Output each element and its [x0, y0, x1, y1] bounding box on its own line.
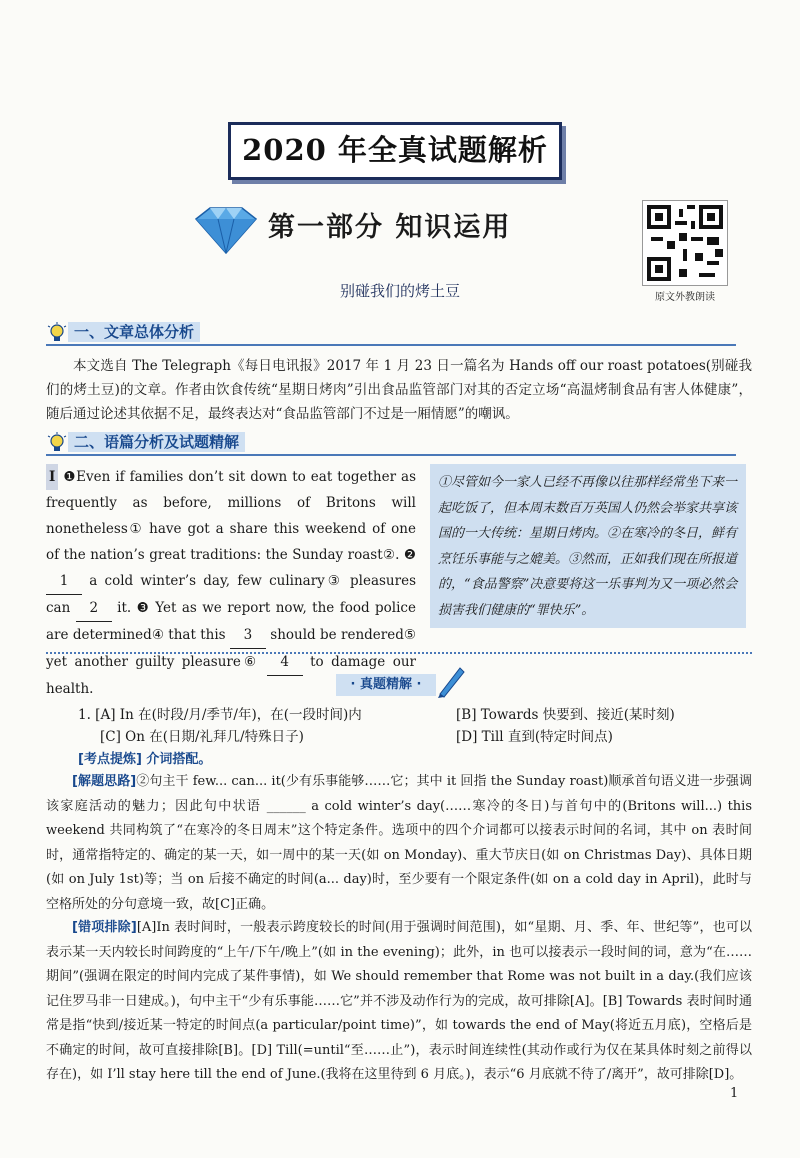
paragraph-marker: I: [46, 464, 58, 490]
passage-text: ❶Even if families don’t sit down to eat together as frequently as before, millions of Britons will nonetheless① have got a share this weekend of one of the nation’s great traditions: the Sunday roast②. ❷: [46, 469, 417, 563]
page-number: 1: [730, 1086, 739, 1101]
section-label: 一、文章总体分析: [68, 322, 200, 342]
exam-analysis-badge: · 真题精解 ·: [336, 674, 436, 696]
divider: [46, 652, 752, 654]
blank-1: 1: [46, 568, 82, 595]
option-c: [C] On 在(日期/礼拜几/特殊日子): [100, 729, 304, 745]
solution-text: ②句主干 few... can... it(少有乐事能够……它；其中 it 回指 the Sunday roast)顺承首句语义进一步强调该家庭活动的魅力；因此句中状语 ______ a cold winter’s day(……寒冷的冬日)与首句中的(Britons will...) this weekend 共同构筑了“在寒冷的冬日周末”这个特定条件。选项中的四个介词都可以接表示时间的名词，其中 on 表时间时，通常指特定的、确定的某一天，如一周中的某一天(如 on Monday)、重大节庆日(如 on Christmas Day)、具体日期(如 on July 1st)等；当 on 后接不确定的时间(a... day)时，至少要有一个限定条件(如 on a cold day in April)，此时与空格所处的分句意境一致，故[C]正确。: [46, 774, 752, 912]
english-passage: [46, 464, 416, 702]
key-point: [考点提炼] 介词搭配。: [78, 752, 212, 767]
diamond-icon: [190, 205, 262, 255]
blank-3: 3: [230, 622, 266, 649]
pen-icon: [436, 664, 466, 698]
passage-text: a cold winter’s day, few culinary③ pleasures can: [46, 573, 416, 616]
qr-label: 原文外教朗读: [655, 292, 715, 303]
elimination-tag: [错项排除]: [72, 920, 137, 935]
qr-code-icon[interactable]: [642, 200, 728, 286]
elimination-text: [A]In 表时间时，一般表示跨度较长的时间(用于强调时间范围)，如“星期、月、季、年、世纪等”，也可以表示某一天内较长时间跨度的“上午/下午/晚上”(如 in the evening)；此外，in 也可以接表示一段时间的词，意为“在……期间”(强调在限定的时间内完成了某件事情)，如 We should remember that Rome was not built in a day.(我们应该记住罗马非一日建成。)，句中主干“少有乐事能……它”并不涉及动作行为的完成，故可排除[A]。[B] Towards 表时间时通常是指“快到/接近某一特定的时间点(a particular/point time)”，如 towards the end of May(将近五月底)，空格后是不确定的时间，故可直接排除[B]。[D] Till(=until“至……止”)，表示时间连续性(其动作或行为仅在某具体时刻之前得以存在)，如 I’ll stay here till the end of June.(我将在这里待到 6 月底。)，表示“6 月底就不待了/离开”，故可排除[D]。: [46, 920, 753, 1082]
overview-paragraph: 本文选自 The Telegraph《每日电讯报》2017 年 1 月 23 日一篇名为 Hands off our roast potatoes(别碰我们的烤土豆)的文章。作者由饮食传统“星期日烤肉”引出食品监管部门对其的否定立场“高温烤制食品有害人体健康”，随后通过论述其依据不足，最终表达对“食品监管部门不过是一厢情愿”的嘲讽。: [46, 358, 752, 422]
passage-text: to damage our health.: [46, 654, 416, 697]
elimination-paragraph: [46, 916, 752, 1088]
article-subtitle: 别碰我们的烤土豆: [339, 282, 460, 300]
solution-paragraph: [46, 770, 752, 917]
lightbulb-icon: [46, 432, 68, 454]
blank-4: 4: [267, 649, 303, 676]
lightbulb-icon: [46, 322, 68, 344]
solution-tag: [解题思路]: [72, 774, 137, 789]
option-a: 1. [A] In 在(时段/月/季节/年)，在(一段时间)内: [78, 707, 362, 723]
part-title: 第一部分 知识运用: [268, 212, 512, 243]
section-heading-overview: [46, 322, 736, 346]
section-heading-analysis: [46, 432, 736, 456]
blank-2: 2: [76, 595, 112, 622]
option-d: [D] Till 直到(特定时间点): [456, 729, 613, 745]
passage-text: should be rendered⑤ yet another guilty pleasure⑥: [46, 627, 417, 670]
page-title: 2020 年全真试题解析: [228, 122, 562, 180]
translation-box: ①尽管如今一家人已经不再像以往那样经常坐下来一起吃饭了，但本周末数百万英国人仍然会举家共享该国的一大传统：星期日烤肉。②在寒冷的冬日，鲜有烹饪乐事能与之媲美。③然而，正如我们现在所报道的，“食品警察”决意要将这一乐事判为又一项必然会损害我们健康的“罪快乐”。: [430, 464, 746, 628]
passage-text: it. ❸ Yet as we report now, the food police are determined④ that this: [46, 600, 416, 643]
option-b: [B] Towards 快要到、接近(某时刻): [456, 707, 675, 723]
section-label: 二、语篇分析及试题精解: [68, 432, 245, 452]
